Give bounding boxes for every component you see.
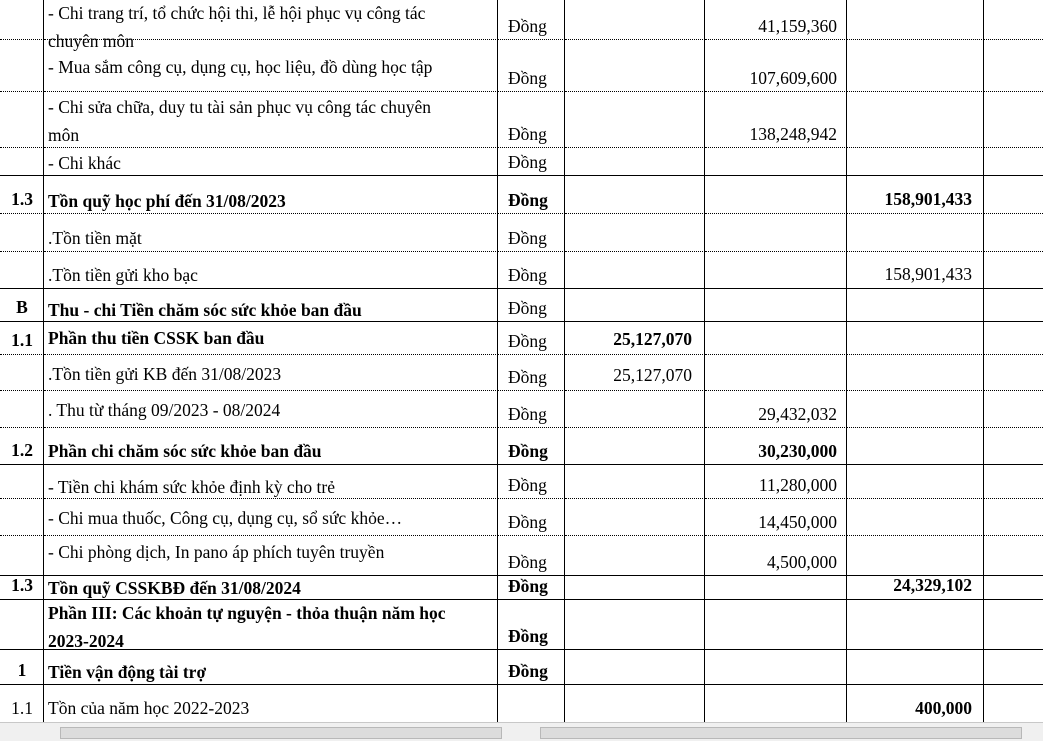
table-cell[interactable] [984, 355, 1043, 391]
table-cell[interactable] [498, 0, 565, 40]
row-label-line: Phần thu tiền CSSK ban đầu [48, 328, 265, 348]
amount-col-2: 4,500,000 [767, 552, 837, 572]
table-cell[interactable] [44, 355, 498, 391]
row-label-line: .Tồn tiền mặt [48, 228, 142, 248]
table-row [0, 650, 1043, 685]
amount-col-3: 158,901,433 [884, 189, 972, 209]
table-cell[interactable] [847, 92, 984, 148]
table-cell[interactable] [705, 92, 847, 148]
table-row [0, 148, 1043, 176]
table-cell[interactable] [847, 536, 984, 576]
scrollbar-track-left[interactable] [60, 727, 502, 739]
table-cell[interactable] [498, 650, 565, 685]
table-cell[interactable] [984, 40, 1043, 92]
row-label-line: Tiền vận động tài trợ [48, 662, 207, 682]
unit-label: Đồng [508, 661, 548, 681]
table-cell[interactable] [705, 499, 847, 536]
amount-col-3: 24,329,102 [893, 575, 972, 595]
table-cell[interactable] [847, 685, 984, 723]
table-cell[interactable] [498, 214, 565, 252]
table-cell[interactable] [44, 685, 498, 723]
table-cell[interactable] [44, 499, 498, 536]
table-cell[interactable] [565, 0, 705, 40]
table-cell[interactable] [847, 465, 984, 499]
table-row [0, 428, 1043, 465]
table-cell[interactable] [0, 576, 44, 600]
table-cell[interactable] [847, 391, 984, 428]
table-cell[interactable] [847, 322, 984, 355]
table-cell[interactable] [705, 148, 847, 176]
table-cell[interactable] [984, 176, 1043, 214]
table-cell[interactable] [705, 252, 847, 289]
table-cell[interactable] [705, 465, 847, 499]
row-label-line: Phần III: Các khoản tự nguyện - thỏa thuận năm học [48, 603, 446, 623]
table-cell[interactable] [44, 391, 498, 428]
table-cell[interactable] [0, 355, 44, 391]
table-cell[interactable] [498, 252, 565, 289]
table-cell[interactable] [565, 685, 705, 723]
table-row [0, 176, 1043, 214]
table-cell[interactable] [705, 0, 847, 40]
table-row [0, 214, 1043, 252]
table-cell[interactable] [847, 214, 984, 252]
table-cell[interactable] [565, 536, 705, 576]
table-cell[interactable] [44, 148, 498, 176]
table-row [0, 600, 1043, 650]
row-label-line: - Chi trang trí, tổ chức hội thi, lễ hội phục vụ công tác [48, 3, 426, 23]
table-cell[interactable] [0, 0, 44, 40]
amount-col-2: 11,280,000 [758, 475, 837, 495]
table-cell[interactable] [705, 428, 847, 465]
table-cell[interactable] [984, 0, 1043, 40]
table-cell[interactable] [0, 214, 44, 252]
amount-col-2: 14,450,000 [758, 512, 837, 532]
unit-label: Đồng [508, 68, 547, 88]
unit-label: Đồng [508, 441, 548, 461]
table-cell[interactable] [847, 650, 984, 685]
row-label-line: - Chi sửa chữa, duy tu tài sản phục vụ công tác chuyên [48, 97, 431, 117]
table-cell[interactable] [0, 391, 44, 428]
table-cell[interactable] [44, 428, 498, 465]
table-cell[interactable] [44, 322, 498, 355]
amount-col-2: 107,609,600 [749, 68, 837, 88]
table-cell[interactable] [984, 428, 1043, 465]
horizontal-scrollbar[interactable] [0, 722, 1043, 741]
row-label-line: Thu - chi Tiền chăm sóc sức khỏe ban đầu [48, 300, 362, 320]
table-cell[interactable] [0, 536, 44, 576]
table-cell[interactable] [498, 148, 565, 176]
table-row [0, 92, 1043, 148]
table-cell[interactable] [565, 391, 705, 428]
table-cell[interactable] [0, 650, 44, 685]
row-label-line: - Chi mua thuốc, Công cụ, dụng cụ, sổ sức khỏe… [48, 508, 403, 528]
table-row [0, 576, 1043, 600]
table-cell[interactable] [44, 40, 498, 92]
unit-label: Đồng [508, 152, 547, 172]
table-cell[interactable] [847, 252, 984, 289]
row-number: 1.2 [11, 440, 33, 460]
table-cell[interactable] [705, 576, 847, 600]
table-row [0, 536, 1043, 576]
table-cell[interactable] [44, 214, 498, 252]
unit-label: Đồng [508, 626, 548, 646]
table-cell[interactable] [847, 600, 984, 650]
table-cell[interactable] [984, 252, 1043, 289]
unit-label: Đồng [508, 190, 548, 210]
table-cell[interactable] [565, 252, 705, 289]
table-cell[interactable] [498, 355, 565, 391]
row-number: 1.1 [11, 330, 33, 350]
table-cell[interactable] [847, 0, 984, 40]
table-cell[interactable] [498, 92, 565, 148]
row-label-line: - Chi khác [48, 153, 121, 173]
row-label-line: - Tiền chi khám sức khỏe định kỳ cho trẻ [48, 477, 336, 497]
table-cell[interactable] [847, 148, 984, 176]
row-label-line: chuyên môn [48, 31, 135, 51]
row-label-line: Phần chi chăm sóc sức khỏe ban đầu [48, 441, 322, 461]
table-cell[interactable] [984, 322, 1043, 355]
table-cell[interactable] [984, 499, 1043, 536]
table-cell[interactable] [0, 499, 44, 536]
table-cell[interactable] [44, 252, 498, 289]
row-number: 1.3 [11, 189, 33, 209]
table-cell[interactable] [44, 576, 498, 600]
table-cell[interactable] [44, 289, 498, 322]
table-cell[interactable] [984, 148, 1043, 176]
table-cell[interactable] [984, 214, 1043, 252]
table-cell[interactable] [984, 92, 1043, 148]
table-cell[interactable] [0, 40, 44, 92]
amount-col-1: 25,127,070 [613, 365, 692, 385]
table-row [0, 685, 1043, 723]
unit-label: Đồng [508, 576, 548, 596]
table-cell[interactable] [44, 600, 498, 650]
row-number: B [16, 297, 28, 317]
amount-col-2: 29,432,032 [758, 404, 837, 424]
table-cell[interactable] [984, 289, 1043, 322]
table-cell[interactable] [565, 214, 705, 252]
table-cell[interactable] [847, 40, 984, 92]
row-number: 1.1 [11, 698, 33, 718]
unit-label: Đồng [508, 265, 547, 285]
table-cell[interactable] [0, 322, 44, 355]
row-label-line: Tồn của năm học 2022-2023 [48, 698, 250, 718]
table-cell[interactable] [565, 92, 705, 148]
amount-col-3: 400,000 [915, 698, 972, 718]
table-cell[interactable] [705, 600, 847, 650]
table-cell[interactable] [705, 289, 847, 322]
table-cell[interactable] [847, 499, 984, 536]
table-row [0, 0, 1043, 51]
table-cell[interactable] [565, 576, 705, 600]
table-cell[interactable] [498, 176, 565, 214]
table-cell[interactable] [565, 40, 705, 92]
table-cell[interactable] [0, 685, 44, 723]
table-row [0, 465, 1043, 499]
table-cell[interactable] [705, 685, 847, 723]
table-cell[interactable] [498, 685, 565, 723]
table-cell[interactable] [0, 289, 44, 322]
table-cell[interactable] [705, 322, 847, 355]
table-cell[interactable] [565, 465, 705, 499]
table-cell[interactable] [44, 0, 498, 51]
table-row [0, 355, 1043, 391]
table-cell[interactable] [0, 92, 44, 148]
unit-label: Đồng [508, 228, 547, 248]
row-label-line: . Thu từ tháng 09/2023 - 08/2024 [48, 400, 281, 420]
table-cell[interactable] [847, 355, 984, 391]
amount-col-1: 25,127,070 [613, 329, 692, 349]
table-row [0, 391, 1043, 428]
table-cell[interactable] [565, 289, 705, 322]
row-number: 1 [17, 660, 27, 680]
table-cell[interactable] [705, 355, 847, 391]
table-cell[interactable] [498, 465, 565, 499]
table-cell[interactable] [984, 576, 1043, 600]
table-cell[interactable] [565, 428, 705, 465]
table-cell[interactable] [847, 576, 984, 600]
table-cell[interactable] [705, 214, 847, 252]
amount-col-2: 30,230,000 [758, 441, 837, 461]
table-cell[interactable] [498, 499, 565, 536]
table-cell[interactable] [705, 40, 847, 92]
table-row [0, 322, 1043, 355]
table-cell[interactable] [44, 176, 498, 214]
row-label-line: .Tồn tiền gửi KB đến 31/08/2023 [48, 364, 282, 384]
unit-label: Đồng [508, 475, 547, 495]
table-cell[interactable] [705, 536, 847, 576]
table-cell[interactable] [498, 322, 565, 355]
table-cell[interactable] [565, 499, 705, 536]
table-cell[interactable] [705, 391, 847, 428]
table-cell[interactable] [0, 600, 44, 650]
table-cell[interactable] [984, 391, 1043, 428]
table-row [0, 252, 1043, 289]
amount-col-3: 158,901,433 [884, 264, 972, 284]
table-cell[interactable] [0, 252, 44, 289]
table-row [0, 40, 1043, 92]
table-cell[interactable] [984, 465, 1043, 499]
table-cell[interactable] [565, 650, 705, 685]
unit-label: Đồng [508, 512, 547, 532]
row-label-line: Tồn quỹ CSSKBĐ đến 31/08/2024 [48, 578, 301, 598]
row-label-line: - Mua sắm công cụ, dụng cụ, học liệu, đồ dùng học tập [48, 57, 433, 77]
table-cell[interactable] [705, 176, 847, 214]
row-label-line: .Tồn tiền gửi kho bạc [48, 265, 198, 285]
table-cell[interactable] [498, 600, 565, 650]
row-label-line: 2023-2024 [48, 631, 124, 651]
table-cell[interactable] [44, 536, 498, 576]
row-label-line: - Chi phòng dịch, In pano áp phích tuyên truyền [48, 542, 385, 562]
unit-label: Đồng [508, 298, 547, 318]
table-cell[interactable] [565, 148, 705, 176]
table-row [0, 499, 1043, 536]
table-cell[interactable] [847, 289, 984, 322]
table-cell[interactable] [984, 600, 1043, 650]
table-cell[interactable] [0, 176, 44, 214]
table-cell[interactable] [498, 428, 565, 465]
unit-label: Đồng [508, 552, 547, 572]
table-cell[interactable] [498, 40, 565, 92]
table-cell[interactable] [498, 536, 565, 576]
table-cell[interactable] [565, 322, 705, 355]
unit-label: Đồng [508, 16, 547, 36]
unit-label: Đồng [508, 404, 547, 424]
table-cell[interactable] [498, 576, 565, 600]
table-cell[interactable] [984, 685, 1043, 723]
row-number: 1.3 [11, 575, 33, 595]
table-cell[interactable] [498, 391, 565, 428]
table-cell[interactable] [565, 600, 705, 650]
table-cell[interactable] [0, 428, 44, 465]
table-cell[interactable] [847, 428, 984, 465]
table-row [0, 289, 1043, 322]
table-cell[interactable] [565, 355, 705, 391]
table-cell[interactable] [984, 650, 1043, 685]
table-cell[interactable] [44, 465, 498, 499]
row-label-line: Tồn quỹ học phí đến 31/08/2023 [48, 191, 286, 211]
table-cell[interactable] [0, 465, 44, 499]
unit-label: Đồng [508, 124, 547, 144]
table-cell[interactable] [44, 92, 498, 148]
row-label-line: môn [48, 125, 80, 145]
table-cell[interactable] [705, 650, 847, 685]
table-cell[interactable] [565, 176, 705, 214]
amount-col-2: 41,159,360 [758, 16, 837, 36]
table-cell[interactable] [847, 176, 984, 214]
unit-label: Đồng [508, 331, 547, 351]
amount-col-2: 138,248,942 [749, 124, 837, 144]
table-cell[interactable] [498, 289, 565, 322]
scrollbar-thumb[interactable] [540, 727, 1022, 739]
unit-label: Đồng [508, 367, 547, 387]
table-cell[interactable] [0, 148, 44, 176]
table-cell[interactable] [984, 536, 1043, 576]
table-cell[interactable] [44, 650, 498, 685]
